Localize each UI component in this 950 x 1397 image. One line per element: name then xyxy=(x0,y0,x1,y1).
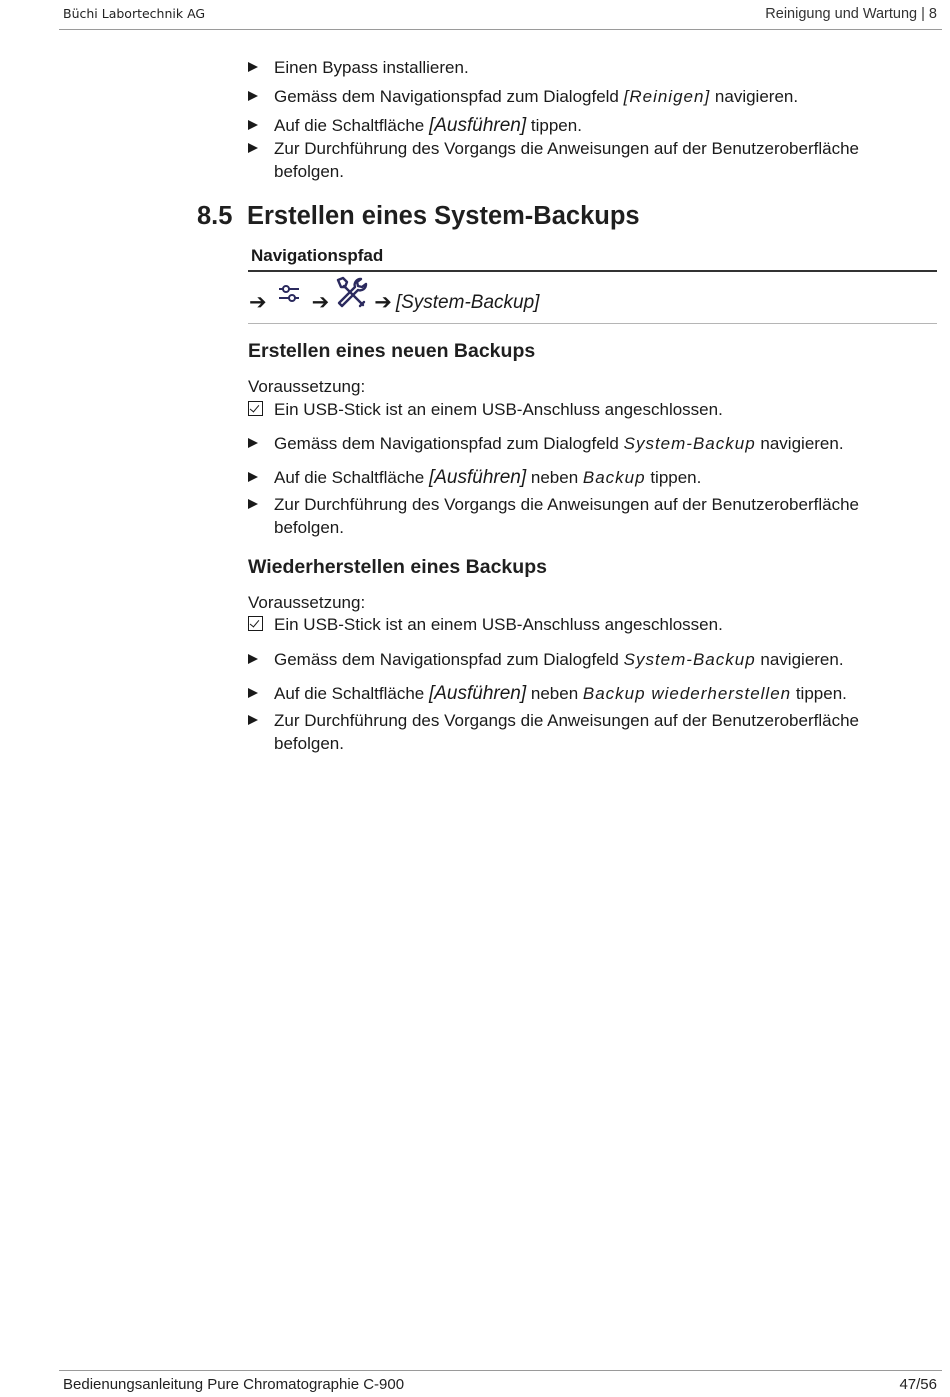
step-text: Gemäss dem Navigationspfad zum Dialogfeld xyxy=(274,650,624,669)
step-item xyxy=(248,709,913,755)
bullet-triangle-icon xyxy=(248,688,258,698)
step-item xyxy=(248,466,913,489)
checkbox-icon xyxy=(248,616,263,631)
prerequisite-text: Ein USB-Stick ist an einem USB-Anschluss angeschlossen. xyxy=(274,615,723,634)
bullet-triangle-icon xyxy=(248,499,258,509)
arrow-icon: ➔ xyxy=(374,290,392,314)
nav-target-label: [System-Backup] xyxy=(395,292,540,313)
button-name: [Ausführen] xyxy=(428,115,527,136)
button-name: [Ausführen] xyxy=(428,683,527,704)
header-divider xyxy=(59,29,942,30)
step-text: tippen. xyxy=(791,684,847,703)
prerequisite-label: Voraussetzung: xyxy=(248,593,366,612)
step-text: Auf die Schaltfläche xyxy=(274,116,429,135)
step-text: Einen Bypass installieren. xyxy=(274,58,469,77)
step-text: navigieren. xyxy=(755,434,844,453)
tools-icon xyxy=(334,276,368,310)
function-name: Backup xyxy=(582,468,646,487)
bullet-triangle-icon xyxy=(248,715,258,725)
step-text: Zur Durchführung des Vorgangs die Anweisungen auf der Benutzeroberfläche befolgen. xyxy=(274,139,859,181)
step-text: Auf die Schaltfläche xyxy=(274,684,429,703)
nav-path-top-rule xyxy=(248,270,937,272)
subsection-heading: Erstellen eines neuen Backups xyxy=(248,340,536,362)
bullet-triangle-icon xyxy=(248,472,258,482)
arrow-icon: ➔ xyxy=(249,290,267,314)
step-text: tippen. xyxy=(526,116,582,135)
subsection-heading: Wiederherstellen eines Backups xyxy=(248,556,547,578)
checkbox-icon xyxy=(248,401,263,416)
step-item xyxy=(248,114,913,137)
nav-path xyxy=(249,276,539,316)
step-text: neben xyxy=(526,684,583,703)
function-name: Backup wiederherstellen xyxy=(582,684,792,703)
section-title: Erstellen eines System-Backups xyxy=(247,202,640,230)
dialog-name: System-Backup xyxy=(623,650,756,669)
step-text: Auf die Schaltfläche xyxy=(274,468,429,487)
bullet-triangle-icon xyxy=(248,120,258,130)
nav-path-bottom-rule xyxy=(248,323,937,324)
section-number: 8.5 xyxy=(197,202,233,230)
bullet-triangle-icon xyxy=(248,143,258,153)
step-item xyxy=(248,432,913,455)
step-text: Gemäss dem Navigationspfad zum Dialogfeld xyxy=(274,87,624,106)
bullet-triangle-icon xyxy=(248,438,258,448)
step-item xyxy=(248,682,913,705)
step-item xyxy=(248,85,913,108)
step-text: tippen. xyxy=(645,468,702,487)
step-text: navigieren. xyxy=(710,87,799,106)
arrow-icon: ➔ xyxy=(311,290,330,314)
step-item xyxy=(248,137,913,183)
settings-sliders-icon xyxy=(276,280,302,306)
prerequisite-item xyxy=(248,613,723,636)
dialog-name: [Reinigen] xyxy=(623,87,711,106)
step-text: Gemäss dem Navigationspfad zum Dialogfeld xyxy=(274,434,624,453)
step-text: Zur Durchführung des Vorgangs die Anweisungen auf der Benutzeroberfläche befolgen. xyxy=(274,495,859,537)
step-item xyxy=(248,493,913,539)
step-item xyxy=(248,648,913,671)
company-name: Büchi Labortechnik AG xyxy=(63,6,206,21)
footer-divider xyxy=(59,1370,942,1371)
bullet-triangle-icon xyxy=(248,654,258,664)
chapter-title: Reinigung und Wartung | 8 xyxy=(765,6,937,22)
prerequisite-label: Voraussetzung: xyxy=(248,377,366,396)
step-text: neben xyxy=(526,468,583,487)
bullet-triangle-icon xyxy=(248,62,258,72)
page-number: 47/56 xyxy=(899,1376,937,1393)
section-heading xyxy=(197,202,640,231)
button-name: [Ausführen] xyxy=(428,467,527,488)
prerequisite-item xyxy=(248,398,723,421)
prerequisite-text: Ein USB-Stick ist an einem USB-Anschluss angeschlossen. xyxy=(274,400,723,419)
step-item xyxy=(248,56,913,79)
nav-path-heading: Navigationspfad xyxy=(251,246,384,265)
bullet-triangle-icon xyxy=(248,91,258,101)
step-text: navigieren. xyxy=(755,650,844,669)
dialog-name: System-Backup xyxy=(623,434,756,453)
step-text: Zur Durchführung des Vorgangs die Anweisungen auf der Benutzeroberfläche befolgen. xyxy=(274,711,859,753)
document-title: Bedienungsanleitung Pure Chromatographie C-900 xyxy=(63,1376,405,1393)
